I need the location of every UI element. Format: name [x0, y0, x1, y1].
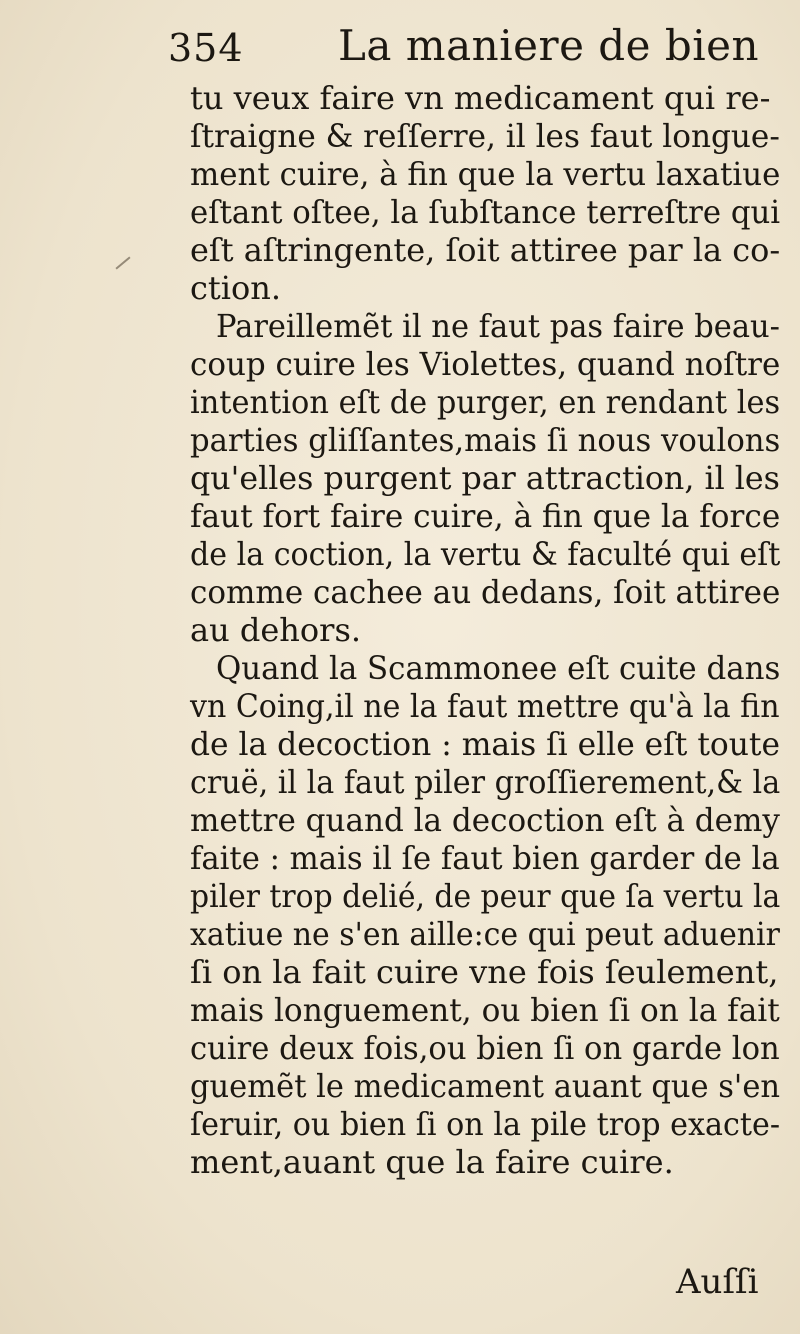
text-line: mais longuement, ou bien ſi on la fait	[190, 991, 780, 1029]
text-line: vn Coing,il ne la faut mettre qu'à la fin	[190, 687, 780, 725]
text-line: ſeruir, ou bien ſi on la pile trop exacte-	[190, 1105, 781, 1143]
text-line: cruë, il la faut piler groſſierement,& la	[190, 763, 781, 801]
text-line: piler trop delié, de peur que ſa vertu la	[190, 877, 781, 915]
text-line: guemẽt le medicament auant que s'en	[190, 1067, 781, 1105]
page-header	[0, 18, 800, 78]
text-line: comme cachee au dedans, ſoit attiree	[190, 573, 781, 611]
text-line: Quand la Scammonee eſt cuite dans	[216, 649, 781, 687]
text-line: mettre quand la decoction eſt à demy	[190, 801, 780, 839]
text-line: ſtraigne & reſſerre, il les faut longue-	[190, 117, 780, 155]
text-line: au dehors.	[190, 611, 362, 649]
text-line: faut fort faire cuire, à fin que la force	[190, 497, 781, 535]
text-line: de la decoction : mais ſi elle eſt toute	[190, 725, 781, 763]
margin-mark	[115, 256, 130, 269]
text-line: cuire deux fois,ou bien ſi on garde lon	[190, 1029, 780, 1067]
text-line: ſi on la fait cuire vne fois ſeulement,	[190, 953, 779, 991]
text-line: de la coction, la vertu & faculté qui eſt	[190, 535, 781, 573]
text-line: ment cuire, à fin que la vertu laxatiue	[190, 155, 781, 193]
text-line: eſt aſtringente, ſoit attiree par la co-	[190, 231, 781, 269]
text-line: coup cuire les Violettes, quand noſtre	[190, 345, 781, 383]
catchword: Auſſi	[676, 1262, 759, 1302]
text-line: faite : mais il ſe faut bien garder de la	[190, 839, 780, 877]
text-line: ction.	[190, 269, 282, 307]
text-line: Pareillemẽt il ne faut pas faire beau-	[216, 307, 780, 345]
text-line: ment,auant que la faire cuire.	[190, 1143, 674, 1181]
page-number: 354	[168, 26, 244, 70]
text-line: eſtant oſtee, la ſubſtance terreſtre qui	[190, 193, 781, 231]
text-line: intention eſt de purger, en rendant les	[190, 383, 781, 421]
text-line: xatiue ne s'en aille:ce qui peut aduenir	[190, 915, 780, 953]
text-line: parties gliſſantes,mais ſi nous voulons	[190, 421, 781, 459]
text-line: qu'elles purgent par attraction, il les	[190, 459, 780, 497]
running-title: La maniere de bien	[338, 21, 760, 70]
text-line: tu veux faire vn medicament qui re-	[190, 79, 771, 117]
